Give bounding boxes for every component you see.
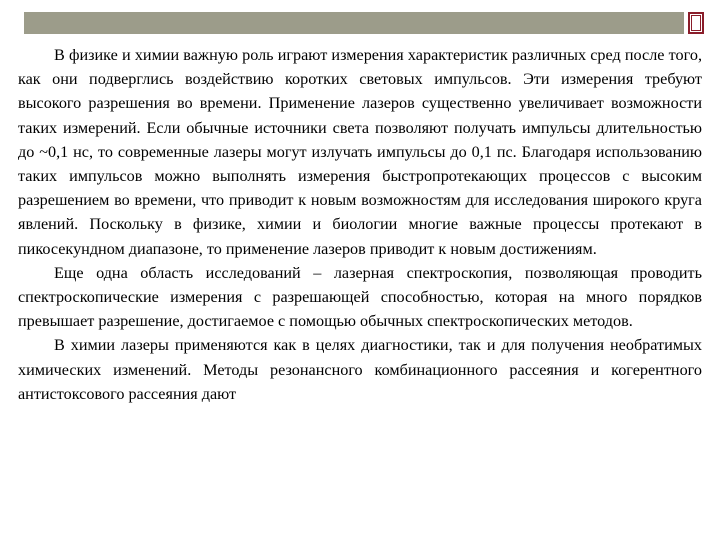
paragraph-laser-spectroscopy: Еще одна область исследований – лазерная спектроскопия, позволяющая проводить спектроскопические измерения с разрешающей способностью, которая на много порядков превышает разрешение, достигаемое с помощью обычных спектроскопических методов. — [18, 263, 702, 331]
paragraph-laser-measurements: В физике и химии важную роль играют измерения характеристик различных сред после того, как они подверглись воздействию коротких световых импульсов. Эти измерения требуют высокого разрешения во времени. Применение лазеров существенно увеличивает возможности таких измерений. Если обычные источники света позволяют получать импульсы длительностью до ~0,1 нс, то современные лазеры могут излучать импульсы до 0,1 пс. Благодаря использованию таких импульсов можно выполнять измерения быстропротекающих процессов с высоким разрешением во времени, что приводит к новым возможностям для исследования широкого круга явлений. Поскольку в физике, химии и биологии многие важные процессы протекают в пикосекундном диапазоне, то применение лазеров приводит к новым достижениям. — [18, 46, 702, 258]
slide-corner-decoration — [688, 12, 704, 34]
slide-corner-decoration-inner — [691, 15, 701, 31]
slide-header-bar — [24, 12, 684, 34]
slide-body-text — [18, 43, 702, 406]
paragraph-laser-chemistry: В химии лазеры применяются как в целях диагностики, так и для получения необратимых химических изменений. Методы резонансного комбинационного рассеяния и когерентного антистоксового рассеяния дают — [18, 336, 702, 403]
